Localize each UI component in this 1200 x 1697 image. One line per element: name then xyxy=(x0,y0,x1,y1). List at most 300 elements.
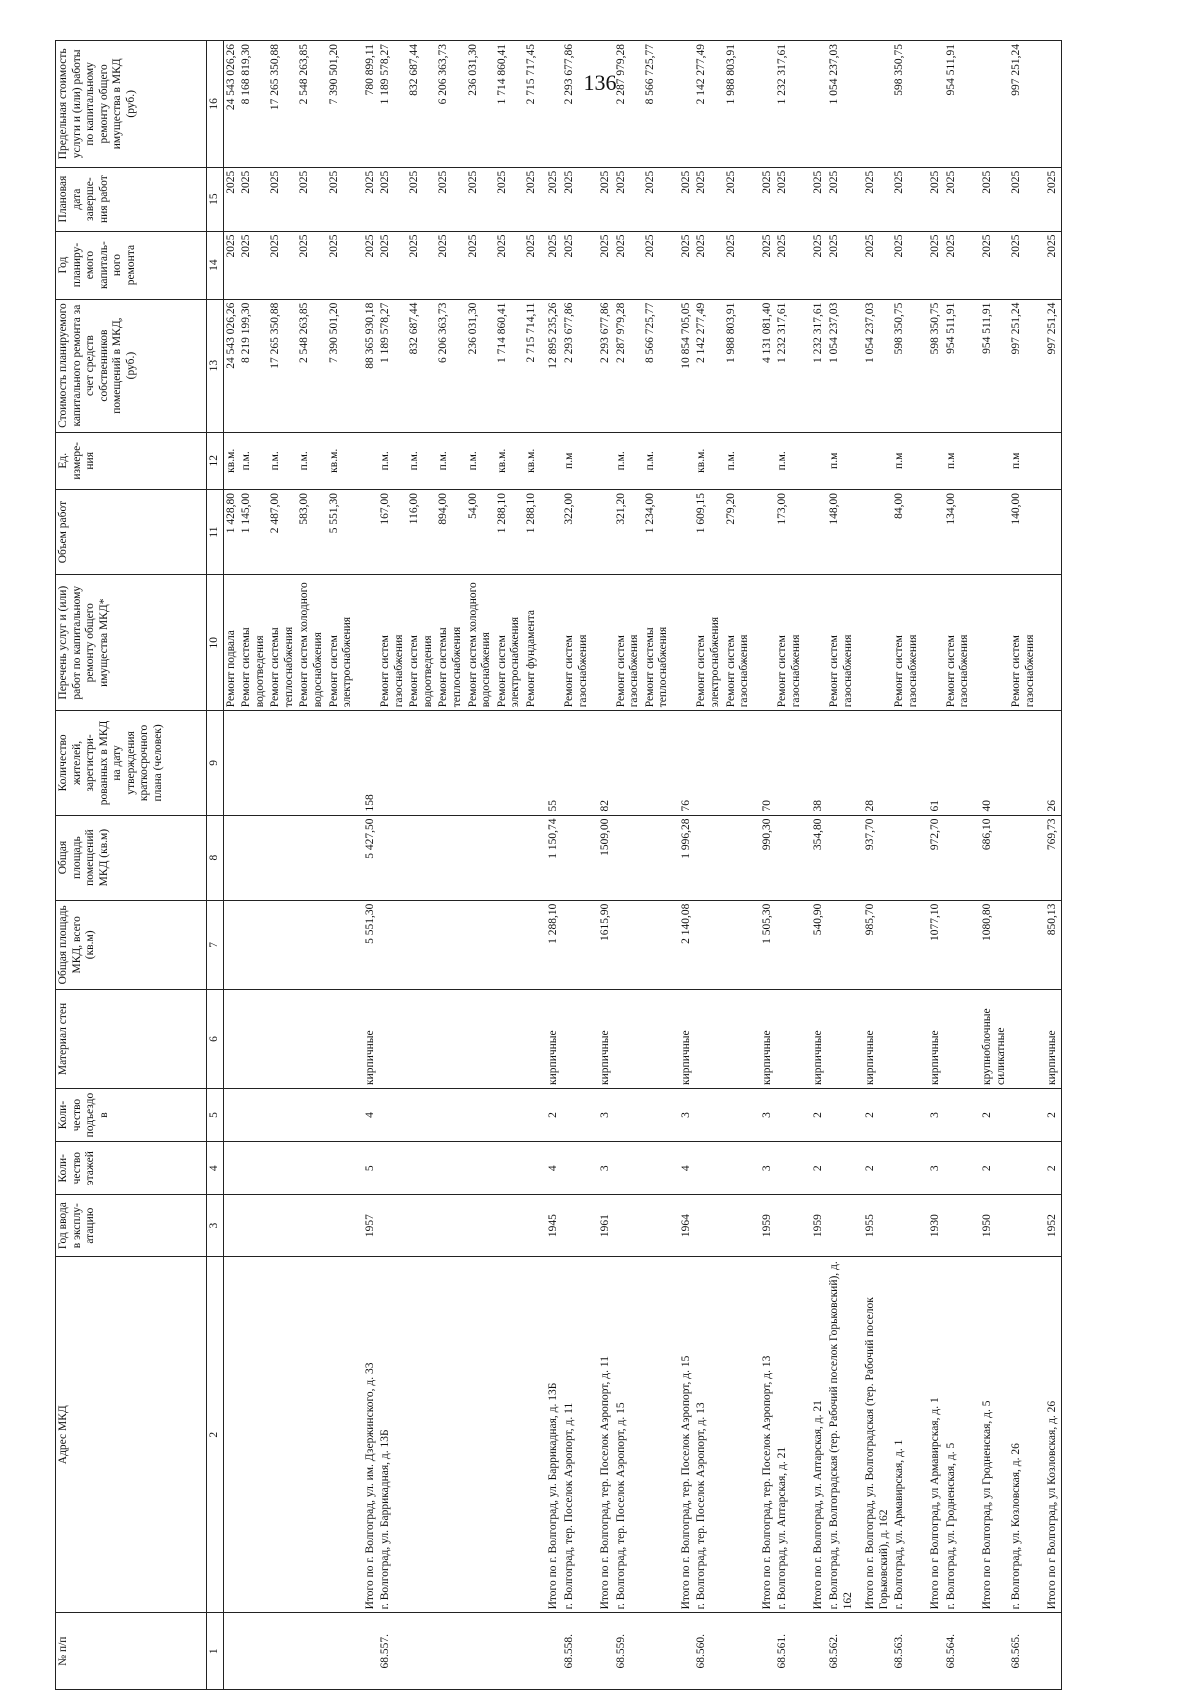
cell-col-2: Итого по г. Волгоград, тер. Поселок Аэропорт, д. 15 xyxy=(672,1257,695,1613)
cell-col-1 xyxy=(1038,1613,1061,1690)
cell-col-12: п.м. xyxy=(643,432,672,489)
cell-col-3 xyxy=(643,1195,672,1257)
cell-col-5 xyxy=(827,1088,856,1141)
cell-col-5 xyxy=(694,1088,723,1141)
cell-col-5 xyxy=(407,1088,436,1141)
column-header: Адрес МКД xyxy=(56,1257,207,1613)
cell-col-11: 5 551,30 xyxy=(327,490,356,575)
cell-col-10 xyxy=(753,575,776,711)
cell-col-4 xyxy=(268,1142,297,1195)
cell-col-12: п.м xyxy=(944,432,973,489)
column-number: 1 xyxy=(207,1613,224,1690)
cell-col-5: 3 xyxy=(672,1088,695,1141)
cell-col-12: п.м xyxy=(827,432,856,489)
cell-col-3: 1961 xyxy=(591,1195,614,1257)
cell-col-9 xyxy=(524,711,540,815)
cell-col-2 xyxy=(724,1257,753,1613)
cell-col-5 xyxy=(775,1088,804,1141)
cell-col-7 xyxy=(524,900,540,989)
column-number: 14 xyxy=(207,231,224,299)
cell-col-14: 2025 xyxy=(804,231,827,299)
cell-col-11: 54,00 xyxy=(466,490,495,575)
cell-col-2: г. Волгоград, ул. Волгоградская (тер. Рабочий поселок Горьковский), д. 162 xyxy=(827,1257,856,1613)
cell-col-6: кирпичные xyxy=(672,990,695,1089)
total-row xyxy=(921,41,944,1690)
cell-col-12 xyxy=(672,432,695,489)
cell-col-16: 8 168 819,30 xyxy=(239,41,268,168)
cell-col-5 xyxy=(643,1088,672,1141)
cell-col-4: 2 xyxy=(973,1142,1009,1195)
cell-col-16 xyxy=(1038,41,1061,168)
cell-col-10: Ремонт систем газоснабжения xyxy=(562,575,591,711)
cell-col-13: 954 511,91 xyxy=(973,299,1009,432)
cell-col-15: 2025 xyxy=(724,167,753,231)
cell-col-10 xyxy=(356,575,379,711)
cell-col-1 xyxy=(753,1613,776,1690)
cell-col-4 xyxy=(327,1142,356,1195)
work-row xyxy=(614,41,643,1690)
cell-col-9: 61 xyxy=(921,711,944,815)
cell-col-9: 28 xyxy=(856,711,892,815)
cell-col-13: 236 031,30 xyxy=(466,299,495,432)
cell-col-12 xyxy=(973,432,1009,489)
cell-col-6 xyxy=(297,990,326,1089)
cell-col-9 xyxy=(643,711,672,815)
cell-col-4 xyxy=(436,1142,465,1195)
cell-col-4 xyxy=(694,1142,723,1195)
work-row xyxy=(775,41,804,1690)
cell-col-8 xyxy=(614,815,643,900)
cell-col-12: кв.м. xyxy=(495,432,524,489)
cell-col-3 xyxy=(378,1195,407,1257)
cell-col-14: 2025 xyxy=(562,231,591,299)
cell-col-13: 2 548 263,85 xyxy=(297,299,326,432)
cell-col-3: 1955 xyxy=(856,1195,892,1257)
cell-col-1 xyxy=(921,1613,944,1690)
cell-col-8: 769,73 xyxy=(1038,815,1061,900)
cell-col-1 xyxy=(297,1613,326,1690)
cell-col-13: 7 390 501,20 xyxy=(327,299,356,432)
cell-col-11: 321,20 xyxy=(614,490,643,575)
cell-col-8 xyxy=(495,815,524,900)
cell-col-12: п.м xyxy=(1009,432,1038,489)
cell-col-16 xyxy=(804,41,827,168)
cell-col-13: 997 251,24 xyxy=(1009,299,1038,432)
cell-col-12: п.м. xyxy=(436,432,465,489)
cell-col-2 xyxy=(524,1257,540,1613)
cell-col-16: 832 687,44 xyxy=(407,41,436,168)
cell-col-3 xyxy=(268,1195,297,1257)
cell-col-2 xyxy=(436,1257,465,1613)
cell-col-8 xyxy=(1009,815,1038,900)
cell-col-13: 10 854 705,05 xyxy=(672,299,695,432)
cell-col-2: г. Волгоград, ул. Гродненская, д. 5 xyxy=(944,1257,973,1613)
work-row xyxy=(466,41,495,1690)
cell-col-12: п.м. xyxy=(614,432,643,489)
cell-col-8: 1 150,74 xyxy=(539,815,562,900)
cell-col-16: 780 899,11 xyxy=(356,41,379,168)
cell-col-7: 2 140,08 xyxy=(672,900,695,989)
cell-col-16: 997 251,24 xyxy=(1009,41,1038,168)
cell-col-15: 2025 xyxy=(892,167,921,231)
cell-col-10: Ремонт систем газоснабжения xyxy=(892,575,921,711)
cell-col-1: 68.562. xyxy=(827,1613,856,1690)
cell-col-3 xyxy=(466,1195,495,1257)
cell-col-12: п.м. xyxy=(466,432,495,489)
cell-col-5 xyxy=(223,1088,239,1141)
cell-col-7: 5 551,30 xyxy=(356,900,379,989)
cell-col-2: г. Волгоград, тер. Поселок Аэропорт, д. 11 xyxy=(562,1257,591,1613)
cell-col-10: Ремонт систем газоснабжения xyxy=(775,575,804,711)
cell-col-5 xyxy=(239,1088,268,1141)
cell-col-7 xyxy=(614,900,643,989)
cell-col-9 xyxy=(724,711,753,815)
cell-col-10: Ремонт систем электроснабжения xyxy=(495,575,524,711)
cell-col-3: 1964 xyxy=(672,1195,695,1257)
cell-col-11 xyxy=(753,490,776,575)
column-header: Коли-чество этажей xyxy=(56,1142,207,1195)
cell-col-5 xyxy=(1009,1088,1038,1141)
cell-col-16 xyxy=(921,41,944,168)
cell-col-7 xyxy=(327,900,356,989)
cell-col-8: 686,10 xyxy=(973,815,1009,900)
cell-col-7 xyxy=(827,900,856,989)
cell-col-12: кв.м. xyxy=(327,432,356,489)
total-row xyxy=(1038,41,1061,1690)
cell-col-8: 5 427,50 xyxy=(356,815,379,900)
cell-col-7 xyxy=(694,900,723,989)
header-row xyxy=(56,41,207,1690)
cell-col-15: 2025 xyxy=(539,167,562,231)
work-row xyxy=(892,41,921,1690)
cell-col-2: Итого по г. Волгоград, ул. Баррикадная, д. 13Б xyxy=(539,1257,562,1613)
cell-col-4 xyxy=(944,1142,973,1195)
cell-col-10: Ремонт системы теплоснабжения xyxy=(268,575,297,711)
cell-col-9 xyxy=(466,711,495,815)
cell-col-6 xyxy=(614,990,643,1089)
cell-col-8 xyxy=(466,815,495,900)
cell-col-14: 2025 xyxy=(356,231,379,299)
cell-col-7 xyxy=(436,900,465,989)
cell-col-12: кв.м. xyxy=(694,432,723,489)
cell-col-11 xyxy=(804,490,827,575)
cell-col-8 xyxy=(378,815,407,900)
cell-col-11: 1 288,10 xyxy=(495,490,524,575)
cell-col-9: 38 xyxy=(804,711,827,815)
cell-col-15: 2025 xyxy=(1009,167,1038,231)
cell-col-14: 2025 xyxy=(724,231,753,299)
cell-col-5 xyxy=(297,1088,326,1141)
cell-col-2: г. Волгоград, тер. Поселок Аэропорт, д. 13 xyxy=(694,1257,723,1613)
cell-col-9: 82 xyxy=(591,711,614,815)
cell-col-3 xyxy=(694,1195,723,1257)
column-header: Коли-чество подъездо в xyxy=(56,1088,207,1141)
cell-col-11 xyxy=(973,490,1009,575)
cell-col-13: 17 265 350,88 xyxy=(268,299,297,432)
cell-col-14: 2025 xyxy=(297,231,326,299)
cell-col-3 xyxy=(297,1195,326,1257)
cell-col-3: 1950 xyxy=(973,1195,1009,1257)
cell-col-1 xyxy=(724,1613,753,1690)
column-header: Объем работ xyxy=(56,490,207,575)
cell-col-3: 1930 xyxy=(921,1195,944,1257)
cell-col-7 xyxy=(724,900,753,989)
cell-col-2: Итого по г. Волгоград, тер. Поселок Аэропорт, д. 11 xyxy=(591,1257,614,1613)
cell-col-5 xyxy=(724,1088,753,1141)
cell-col-6 xyxy=(378,990,407,1089)
cell-col-9 xyxy=(694,711,723,815)
cell-col-5: 2 xyxy=(539,1088,562,1141)
cell-col-11: 140,00 xyxy=(1009,490,1038,575)
cell-col-15: 2025 xyxy=(562,167,591,231)
cell-col-3 xyxy=(724,1195,753,1257)
column-header: Стоимость планируемого капитального ремонта за счет средств собственников помещений в МКД, (руб.) xyxy=(56,299,207,432)
column-number: 4 xyxy=(207,1142,224,1195)
cell-col-6 xyxy=(643,990,672,1089)
cell-col-4 xyxy=(297,1142,326,1195)
cell-col-2 xyxy=(495,1257,524,1613)
cell-col-16 xyxy=(539,41,562,168)
cell-col-13: 1 714 860,41 xyxy=(495,299,524,432)
cell-col-9: 26 xyxy=(1038,711,1061,815)
cell-col-9 xyxy=(1009,711,1038,815)
cell-col-15: 2025 xyxy=(378,167,407,231)
total-row xyxy=(856,41,892,1690)
cell-col-6: кирпичные xyxy=(356,990,379,1089)
cell-col-3: 1959 xyxy=(753,1195,776,1257)
cell-col-6 xyxy=(223,990,239,1089)
cell-col-12 xyxy=(591,432,614,489)
cell-col-3 xyxy=(239,1195,268,1257)
cell-col-5 xyxy=(944,1088,973,1141)
column-number: 2 xyxy=(207,1257,224,1613)
cell-col-2: Итого по г. Волгоград, тер. Поселок Аэропорт, д. 13 xyxy=(753,1257,776,1613)
rotated-table-container xyxy=(55,40,1200,1690)
cell-col-7 xyxy=(892,900,921,989)
cell-col-14: 2025 xyxy=(239,231,268,299)
cell-col-16: 1 189 578,27 xyxy=(378,41,407,168)
work-row xyxy=(944,41,973,1690)
cell-col-16: 8 566 725,77 xyxy=(643,41,672,168)
cell-col-10: Ремонт систем электроснабжения xyxy=(327,575,356,711)
cell-col-9 xyxy=(239,711,268,815)
cell-col-13: 2 293 677,86 xyxy=(562,299,591,432)
cell-col-1 xyxy=(643,1613,672,1690)
cell-col-9 xyxy=(297,711,326,815)
cell-col-10: Ремонт систем газоснабжения xyxy=(724,575,753,711)
cell-col-7 xyxy=(268,900,297,989)
cell-col-5: 2 xyxy=(856,1088,892,1141)
cell-col-6 xyxy=(268,990,297,1089)
cell-col-8 xyxy=(268,815,297,900)
cell-col-14: 2025 xyxy=(775,231,804,299)
cell-col-5 xyxy=(562,1088,591,1141)
cell-col-7 xyxy=(466,900,495,989)
cell-col-16: 2 715 717,45 xyxy=(524,41,540,168)
cell-col-15: 2025 xyxy=(1038,167,1061,231)
cell-col-5 xyxy=(378,1088,407,1141)
cell-col-15: 2025 xyxy=(223,167,239,231)
cell-col-3 xyxy=(327,1195,356,1257)
cell-col-2: г. Волгоград, ул. Аптарская, д. 21 xyxy=(775,1257,804,1613)
cell-col-13: 2 293 677,86 xyxy=(591,299,614,432)
cell-col-4 xyxy=(562,1142,591,1195)
total-row xyxy=(804,41,827,1690)
cell-col-8 xyxy=(694,815,723,900)
cell-col-9 xyxy=(436,711,465,815)
cell-col-14: 2025 xyxy=(694,231,723,299)
cell-col-15: 2025 xyxy=(944,167,973,231)
cell-col-16: 2 287 979,28 xyxy=(614,41,643,168)
cell-col-3 xyxy=(524,1195,540,1257)
cell-col-14: 2025 xyxy=(591,231,614,299)
cell-col-14: 2025 xyxy=(672,231,695,299)
cell-col-13: 1 189 578,27 xyxy=(378,299,407,432)
cell-col-11: 84,00 xyxy=(892,490,921,575)
cell-col-11: 116,00 xyxy=(407,490,436,575)
table-body xyxy=(223,41,1061,1690)
cell-col-5: 2 xyxy=(804,1088,827,1141)
cell-col-2: г. Волгоград, ул. Козловская, д. 26 xyxy=(1009,1257,1038,1613)
cell-col-8 xyxy=(827,815,856,900)
cell-col-6 xyxy=(775,990,804,1089)
cell-col-1 xyxy=(327,1613,356,1690)
work-row xyxy=(268,41,297,1690)
cell-col-16: 2 548 263,85 xyxy=(297,41,326,168)
cell-col-2 xyxy=(466,1257,495,1613)
cell-col-11 xyxy=(921,490,944,575)
cell-col-11: 1 428,80 xyxy=(223,490,239,575)
column-header: № п/п xyxy=(56,1613,207,1690)
cell-col-11: 134,00 xyxy=(944,490,973,575)
cell-col-12: п.м. xyxy=(268,432,297,489)
cell-col-7: 850,13 xyxy=(1038,900,1061,989)
cell-col-7: 540,90 xyxy=(804,900,827,989)
cell-col-6: кирпичные xyxy=(1038,990,1061,1089)
cell-col-2 xyxy=(268,1257,297,1613)
page-number: 136 xyxy=(583,70,617,95)
cell-col-8: 354,80 xyxy=(804,815,827,900)
cell-col-10: Ремонт систем газоснабжения xyxy=(944,575,973,711)
cell-col-1 xyxy=(356,1613,379,1690)
cell-col-11 xyxy=(856,490,892,575)
cell-col-3: 1952 xyxy=(1038,1195,1061,1257)
cell-col-14: 2025 xyxy=(378,231,407,299)
cell-col-7: 1077,10 xyxy=(921,900,944,989)
cell-col-3 xyxy=(495,1195,524,1257)
cell-col-8 xyxy=(643,815,672,900)
cell-col-15: 2025 xyxy=(268,167,297,231)
cell-col-3 xyxy=(892,1195,921,1257)
cell-col-9: 158 xyxy=(356,711,379,815)
cell-col-8 xyxy=(223,815,239,900)
cell-col-7: 1080,80 xyxy=(973,900,1009,989)
cell-col-10: Ремонт системы теплоснабжения xyxy=(436,575,465,711)
column-number: 10 xyxy=(207,575,224,711)
column-number: 13 xyxy=(207,299,224,432)
cell-col-16: 1 714 860,41 xyxy=(495,41,524,168)
cell-col-14: 2025 xyxy=(539,231,562,299)
cell-col-6 xyxy=(466,990,495,1089)
cell-col-5 xyxy=(466,1088,495,1141)
column-number: 3 xyxy=(207,1195,224,1257)
work-row xyxy=(495,41,524,1690)
cell-col-2: г. Волгоград, ул. Армавирская, д. 1 xyxy=(892,1257,921,1613)
cell-col-15: 2025 xyxy=(407,167,436,231)
cell-col-2 xyxy=(327,1257,356,1613)
cell-col-10 xyxy=(921,575,944,711)
column-header: Количество жителей, зарегистри-рованных в МКД на дату утверждения краткосрочного плана (человек) xyxy=(56,711,207,815)
cell-col-5 xyxy=(268,1088,297,1141)
cell-col-15: 2025 xyxy=(775,167,804,231)
cell-col-15: 2025 xyxy=(591,167,614,231)
cell-col-8 xyxy=(524,815,540,900)
column-header: Общая площадь МКД, всего (кв.м) xyxy=(56,900,207,989)
cell-col-8 xyxy=(724,815,753,900)
cell-col-15: 2025 xyxy=(643,167,672,231)
cell-col-2: Итого по г Волгоград, ул Козловская, д. 26 xyxy=(1038,1257,1061,1613)
cell-col-5: 4 xyxy=(356,1088,379,1141)
cell-col-12: п.м. xyxy=(775,432,804,489)
cell-col-4 xyxy=(1009,1142,1038,1195)
cell-col-16 xyxy=(753,41,776,168)
cell-col-14: 2025 xyxy=(407,231,436,299)
cell-col-15: 2025 xyxy=(694,167,723,231)
work-row xyxy=(378,41,407,1690)
cell-col-12: п.м xyxy=(562,432,591,489)
cell-col-9 xyxy=(378,711,407,815)
cell-col-7: 1615,90 xyxy=(591,900,614,989)
cell-col-7 xyxy=(378,900,407,989)
cell-col-13: 1 054 237,03 xyxy=(856,299,892,432)
cell-col-3 xyxy=(827,1195,856,1257)
total-row xyxy=(591,41,614,1690)
cell-col-14: 2025 xyxy=(944,231,973,299)
cell-col-16: 7 390 501,20 xyxy=(327,41,356,168)
work-row xyxy=(524,41,540,1690)
cell-col-4 xyxy=(775,1142,804,1195)
cell-col-15: 2025 xyxy=(436,167,465,231)
cell-col-6 xyxy=(407,990,436,1089)
cell-col-12: п.м. xyxy=(407,432,436,489)
cell-col-1: 68.559. xyxy=(614,1613,643,1690)
cell-col-9 xyxy=(327,711,356,815)
cell-col-12: п.м. xyxy=(724,432,753,489)
total-row xyxy=(672,41,695,1690)
cell-col-9 xyxy=(775,711,804,815)
cell-col-15: 2025 xyxy=(356,167,379,231)
cell-col-4 xyxy=(223,1142,239,1195)
column-header: Предельная стоимость услуги и (или) работы по капитальному ремонту общего имущества в МКД (руб.) xyxy=(56,41,207,168)
cell-col-10: Ремонт систем газоснабжения xyxy=(614,575,643,711)
cell-col-6 xyxy=(694,990,723,1089)
cell-col-11: 322,00 xyxy=(562,490,591,575)
work-row xyxy=(643,41,672,1690)
cell-col-13: 598 350,75 xyxy=(921,299,944,432)
cell-col-1 xyxy=(539,1613,562,1690)
column-number: 6 xyxy=(207,990,224,1089)
cell-col-8: 1509,00 xyxy=(591,815,614,900)
column-header: Год ввода в эксплу-атацию xyxy=(56,1195,207,1257)
cell-col-5: 2 xyxy=(973,1088,1009,1141)
cell-col-12 xyxy=(1038,432,1061,489)
cell-col-8 xyxy=(239,815,268,900)
column-number: 9 xyxy=(207,711,224,815)
cell-col-9: 70 xyxy=(753,711,776,815)
cell-col-10: Ремонт фундамента xyxy=(524,575,540,711)
cell-col-5: 2 xyxy=(1038,1088,1061,1141)
cell-col-14: 2025 xyxy=(495,231,524,299)
